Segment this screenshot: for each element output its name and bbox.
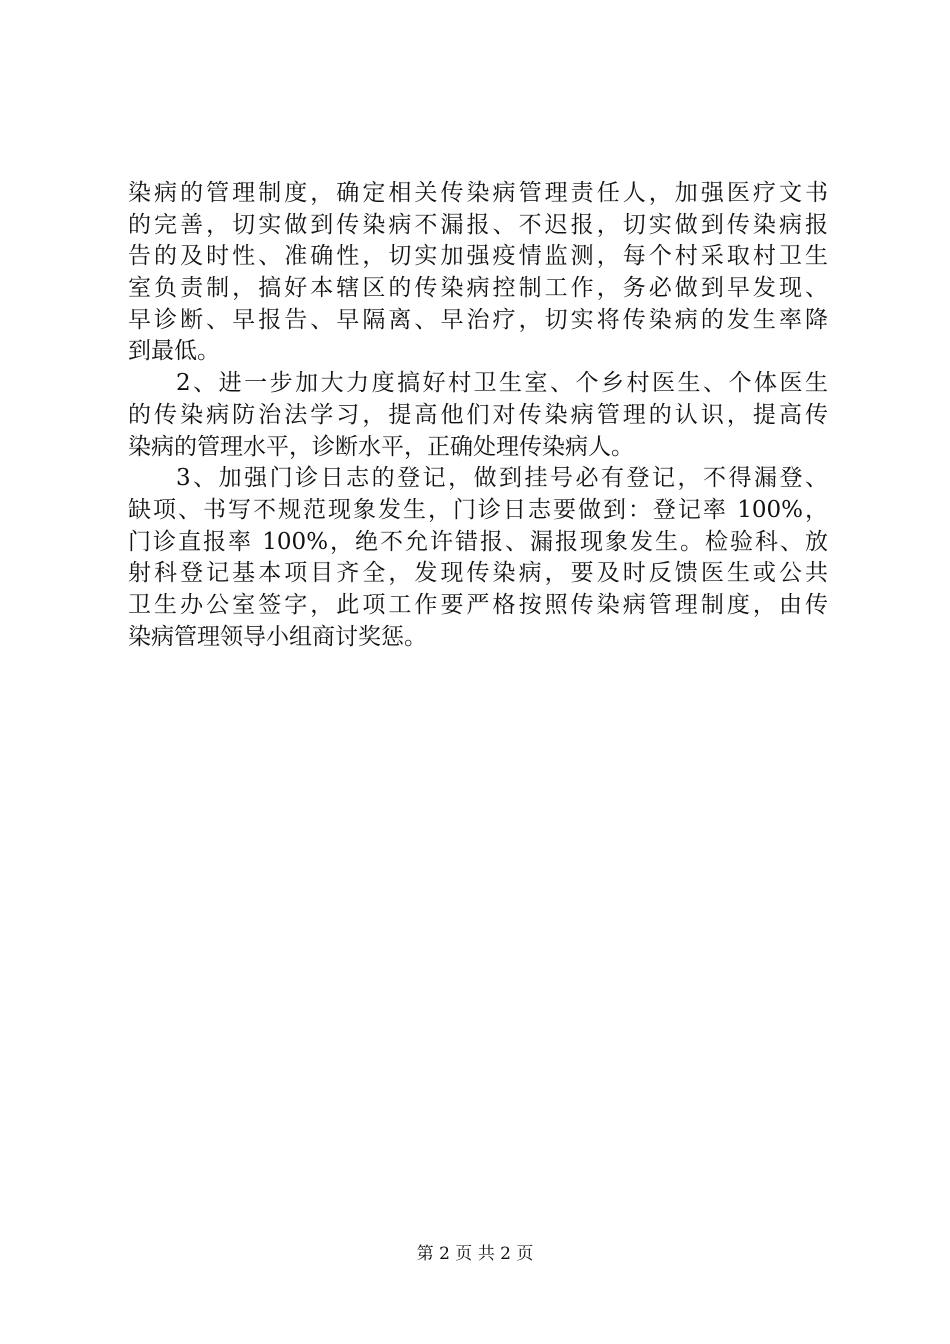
paragraph-1	[128, 178, 828, 368]
paragraph-line: 早诊断、早报告、早隔离、早治疗，切实将传染病的发生率降	[128, 306, 828, 333]
paragraph-line: 染病管理领导小组商讨奖惩。	[128, 623, 427, 650]
paragraph-line: 缺项、书写不规范现象发生，门诊日志要做到：登记率 100%，	[128, 496, 828, 523]
paragraph-line: 门诊直报率 100%，绝不允许错报、漏报现象发生。检验科、放	[128, 528, 828, 555]
paragraph-line: 室负责制，搞好本辖区的传染病控制工作，务必做到早发现、	[128, 275, 828, 302]
paragraph-line: 的传染病防治法学习，提高他们对传染病管理的认识，提高传	[128, 401, 828, 428]
paragraph-2	[128, 368, 828, 463]
paragraph-line: 染病的管理制度，确定相关传染病管理责任人，加强医疗文书	[128, 180, 828, 206]
paragraph-line: 的完善，切实做到传染病不漏报、不迟报，切实做到传染病报	[128, 211, 828, 238]
page-number: 第 2 页 共 2 页	[416, 1244, 534, 1264]
paragraph-line: 卫生办公室签字，此项工作要严格按照传染病管理制度，由传	[128, 591, 828, 618]
paragraph-3	[128, 463, 828, 653]
paragraph-line: 到最低。	[128, 338, 220, 365]
paragraph-line: 染病的管理水平，诊断水平，正确处理传染病人。	[128, 433, 634, 460]
paragraph-line: 3、加强门诊日志的登记，做到挂号必有登记，不得漏登、	[176, 465, 828, 492]
paragraph-line: 射科登记基本项目齐全，发现传染病，要及时反馈医生或公共	[128, 560, 828, 587]
paragraph-line: 告的及时性、准确性，切实加强疫情监测，每个村采取村卫生	[128, 243, 828, 270]
paragraph-line: 2、进一步加大力度搞好村卫生室、个乡村医生、个体医生	[176, 370, 828, 397]
document-body	[128, 178, 828, 653]
